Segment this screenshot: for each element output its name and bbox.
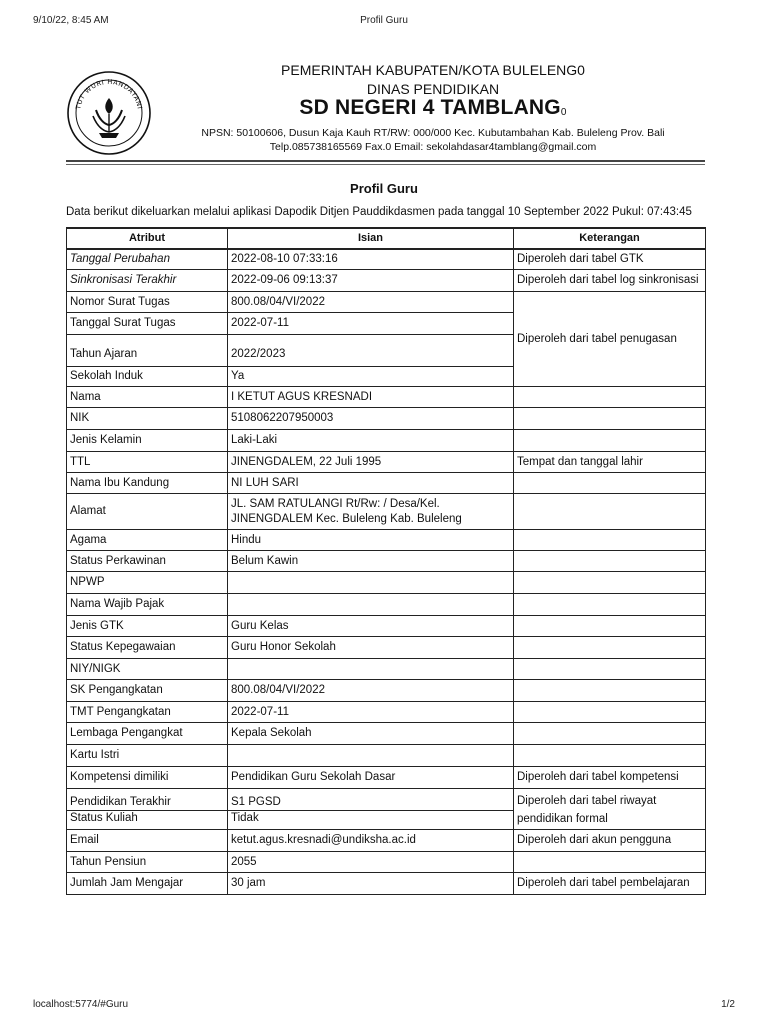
address-line-1: JL. SAM RATULANGI Rt/Rw: / Desa/Kel. [231, 497, 440, 510]
row-isian [228, 745, 514, 767]
row-atribut: NIY/NIGK [67, 659, 228, 680]
letterhead-government: PEMERINTAH KABUPATEN/KOTA BULELENG0 [281, 62, 585, 78]
row-keterangan: Tempat dan tanggal lahir [514, 452, 706, 473]
row-atribut: Status Kuliah [67, 810, 228, 829]
document-intro: Data berikut dikeluarkan melalui aplikasi Dapodik Ditjen Pauddikdasmen pada tanggal 10 September 2022 Pukul: 07:43:45 [66, 206, 692, 218]
profile-table [66, 227, 706, 895]
row-isian: 800.08/04/VI/2022 [228, 680, 514, 702]
row-atribut: Pendidikan Terakhir [67, 789, 228, 811]
letterhead-contact: Telp.085738165569 Fax.0 Email: sekolahdasar4tamblang@gmail.com [269, 141, 597, 153]
row-isian: S1 PGSD [228, 789, 514, 811]
row-isian: Tidak [228, 810, 514, 829]
column-header-isian: Isian [228, 228, 514, 249]
table-row [67, 249, 706, 270]
letterhead-address: NPSN: 50100606, Dusun Kaja Kauh RT/RW: 000/000 Kec. Kubutambahan Kab. Buleleng Prov. Bali [201, 127, 665, 139]
column-header-atribut: Atribut [67, 228, 228, 249]
row-isian [228, 572, 514, 594]
row-isian: Belum Kawin [228, 551, 514, 572]
row-isian: Guru Honor Sekolah [228, 637, 514, 659]
table-row [67, 594, 706, 616]
row-keterangan [514, 852, 706, 873]
row-isian: Kepala Sekolah [228, 723, 514, 745]
row-atribut: Alamat [67, 494, 228, 530]
row-isian: 2022-07-11 [228, 702, 514, 723]
row-keterangan [514, 430, 706, 452]
row-keterangan: Diperoleh dari akun pengguna [514, 830, 706, 852]
table-row [67, 616, 706, 637]
row-keterangan [514, 551, 706, 572]
row-atribut: Jumlah Jam Mengajar [67, 873, 228, 895]
row-isian: 2022/2023 [228, 335, 514, 367]
row-keterangan [514, 789, 706, 830]
table-row [67, 408, 706, 430]
table-row [67, 430, 706, 452]
row-keterangan [514, 616, 706, 637]
address-line-2: JINENGDALEM Kec. Buleleng Kab. Buleleng [231, 512, 462, 525]
row-keterangan: Diperoleh dari tabel log sinkronisasi [514, 270, 706, 292]
row-keterangan [514, 408, 706, 430]
row-isian: 800.08/04/VI/2022 [228, 292, 514, 313]
row-atribut: Email [67, 830, 228, 852]
table-row [67, 494, 706, 530]
row-isian: ketut.agus.kresnadi@undiksha.ac.id [228, 830, 514, 852]
row-isian [228, 494, 514, 530]
letterhead-divider-thin [66, 164, 705, 165]
table-row [67, 745, 706, 767]
row-atribut: NIK [67, 408, 228, 430]
row-isian: 5108062207950003 [228, 408, 514, 430]
row-atribut: Tanggal Surat Tugas [67, 313, 228, 335]
print-page-number: 1/2 [721, 999, 735, 1010]
row-isian: 2022-08-10 07:33:16 [228, 249, 514, 270]
row-isian: JINENGDALEM, 22 Juli 1995 [228, 452, 514, 473]
row-atribut: Nomor Surat Tugas [67, 292, 228, 313]
keterangan-line-2: pendidikan formal [517, 813, 608, 825]
row-keterangan: Diperoleh dari tabel kompetensi [514, 767, 706, 789]
row-atribut: TTL [67, 452, 228, 473]
row-keterangan [514, 572, 706, 594]
row-isian [228, 659, 514, 680]
table-row [67, 873, 706, 895]
column-header-keterangan: Keterangan [514, 228, 706, 249]
table-row [67, 530, 706, 551]
row-keterangan [514, 473, 706, 494]
row-isian: 30 jam [228, 873, 514, 895]
row-keterangan [514, 594, 706, 616]
table-row [67, 270, 706, 292]
table-row [67, 473, 706, 494]
row-keterangan [514, 680, 706, 702]
row-isian: 2022-09-06 09:13:37 [228, 270, 514, 292]
row-keterangan [514, 530, 706, 551]
row-keterangan: Diperoleh dari tabel pembelajaran [514, 873, 706, 895]
row-isian: 2022-07-11 [228, 313, 514, 335]
school-name-text: SD NEGERI 4 TAMBLANG [299, 96, 561, 119]
row-atribut: Status Perkawinan [67, 551, 228, 572]
row-atribut: Nama [67, 387, 228, 408]
row-atribut: Tahun Ajaran [67, 335, 228, 367]
row-keterangan [514, 637, 706, 659]
row-atribut: Sekolah Induk [67, 367, 228, 387]
row-isian: Guru Kelas [228, 616, 514, 637]
svg-text:TUT WURI HANDAYANI: TUT WURI HANDAYANI [74, 77, 144, 111]
row-atribut: TMT Pengangkatan [67, 702, 228, 723]
table-row [67, 387, 706, 408]
row-isian: Hindu [228, 530, 514, 551]
row-isian: Laki-Laki [228, 430, 514, 452]
table-header-row [67, 228, 706, 249]
row-atribut: Jenis GTK [67, 616, 228, 637]
table-row [67, 551, 706, 572]
row-atribut: Lembaga Pengangkat [67, 723, 228, 745]
row-isian: 2055 [228, 852, 514, 873]
row-atribut: Tanggal Perubahan [67, 249, 228, 270]
row-isian: NI LUH SARI [228, 473, 514, 494]
table-row [67, 789, 706, 811]
row-keterangan: Diperoleh dari tabel penugasan [514, 292, 706, 387]
table-row [67, 659, 706, 680]
row-isian: I KETUT AGUS KRESNADI [228, 387, 514, 408]
letterhead-school-name [160, 96, 706, 120]
table-row [67, 452, 706, 473]
letterhead-department: DINAS PENDIDIKAN [366, 81, 500, 97]
letterhead-divider [66, 160, 705, 162]
table-row [67, 702, 706, 723]
table-row [67, 292, 706, 313]
row-atribut: Kartu Istri [67, 745, 228, 767]
row-atribut: Nama Ibu Kandung [67, 473, 228, 494]
table-row [67, 830, 706, 852]
row-atribut: Tahun Pensiun [67, 852, 228, 873]
row-keterangan [514, 723, 706, 745]
row-keterangan [514, 702, 706, 723]
row-keterangan [514, 494, 706, 530]
table-row [67, 572, 706, 594]
keterangan-line-1: Diperoleh dari tabel riwayat [517, 795, 657, 807]
print-url: localhost:5774/#Guru [33, 999, 129, 1010]
row-atribut: Sinkronisasi Terakhir [67, 270, 228, 292]
row-atribut: Agama [67, 530, 228, 551]
row-keterangan [514, 387, 706, 408]
row-isian: Pendidikan Guru Sekolah Dasar [228, 767, 514, 789]
row-isian [228, 594, 514, 616]
table-row [67, 767, 706, 789]
print-datetime: 9/10/22, 8:45 AM [33, 15, 109, 26]
table-row [67, 852, 706, 873]
table-row [67, 723, 706, 745]
row-isian: Ya [228, 367, 514, 387]
row-atribut: Jenis Kelamin [67, 430, 228, 452]
row-keterangan [514, 745, 706, 767]
row-atribut: SK Pengangkatan [67, 680, 228, 702]
row-atribut: Nama Wajib Pajak [67, 594, 228, 616]
document-title: Profil Guru [350, 181, 418, 196]
row-keterangan [514, 659, 706, 680]
row-atribut: Status Kepegawaian [67, 637, 228, 659]
row-keterangan: Diperoleh dari tabel GTK [514, 249, 706, 270]
table-row [67, 680, 706, 702]
row-atribut: NPWP [67, 572, 228, 594]
row-atribut: Kompetensi dimiliki [67, 767, 228, 789]
table-row [67, 637, 706, 659]
school-name-suffix: 0 [560, 107, 567, 118]
print-page-title: Profil Guru [360, 15, 408, 26]
school-logo [66, 70, 152, 156]
